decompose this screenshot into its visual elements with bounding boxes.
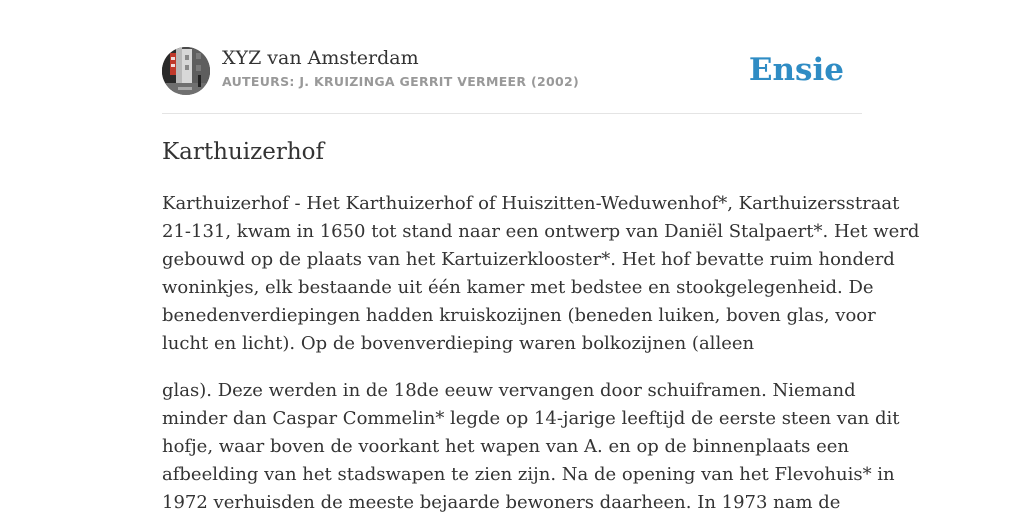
paragraph-line: hofje, waar boven de voorkant het wapen van A. en op de binnenplaats een xyxy=(162,436,849,457)
street-photo-icon xyxy=(162,47,210,95)
paragraph-line: afbeelding van het stadswapen te zien zijn. Na de opening van het Flevohuis* in xyxy=(162,464,895,485)
entry-title: Karthuizerhof xyxy=(162,139,325,165)
source-authors: AUTEURS: J. KRUIZINGA GERRIT VERMEER (2002) xyxy=(222,74,579,89)
paragraph-line: 21-131, kwam in 1650 tot stand naar een ontwerp van Daniël Stalpaert*. Het werd xyxy=(162,221,920,242)
paragraph-line: minder dan Caspar Commelin* legde op 14-jarige leeftijd de eerste steen van dit xyxy=(162,408,900,429)
paragraph-line: gebouwd op de plaats van het Kartuizerklooster*. Het hof bevatte ruim honderd xyxy=(162,249,895,270)
ensie-logo[interactable]: Ensie xyxy=(748,52,844,88)
source-cover-avatar[interactable] xyxy=(162,47,210,95)
header-divider xyxy=(162,113,862,114)
source-header xyxy=(162,46,862,96)
paragraph-line: benedenverdiepingen hadden kruiskozijnen (beneden luiken, boven glas, voor xyxy=(162,305,876,326)
paragraph-line: woninkjes, elk bestaande uit één kamer met bedstee en stookgelegenheid. De xyxy=(162,277,874,298)
source-title[interactable]: XYZ van Amsterdam xyxy=(222,47,419,69)
entry-paragraph-1 xyxy=(162,190,919,358)
paragraph-line: glas). Deze werden in de 18de eeuw vervangen door schuiframen. Niemand xyxy=(162,380,856,401)
entry-paragraph-2 xyxy=(162,377,900,512)
paragraph-line: lucht en licht). Op de bovenverdieping waren bolkozijnen (alleen xyxy=(162,333,755,354)
paragraph-line: 1972 verhuisden de meeste bejaarde bewoners daarheen. In 1973 nam de xyxy=(162,492,841,512)
paragraph-line: Karthuizerhof - Het Karthuizerhof of Huiszitten-Weduwenhof*, Karthuizersstraat xyxy=(162,193,900,214)
